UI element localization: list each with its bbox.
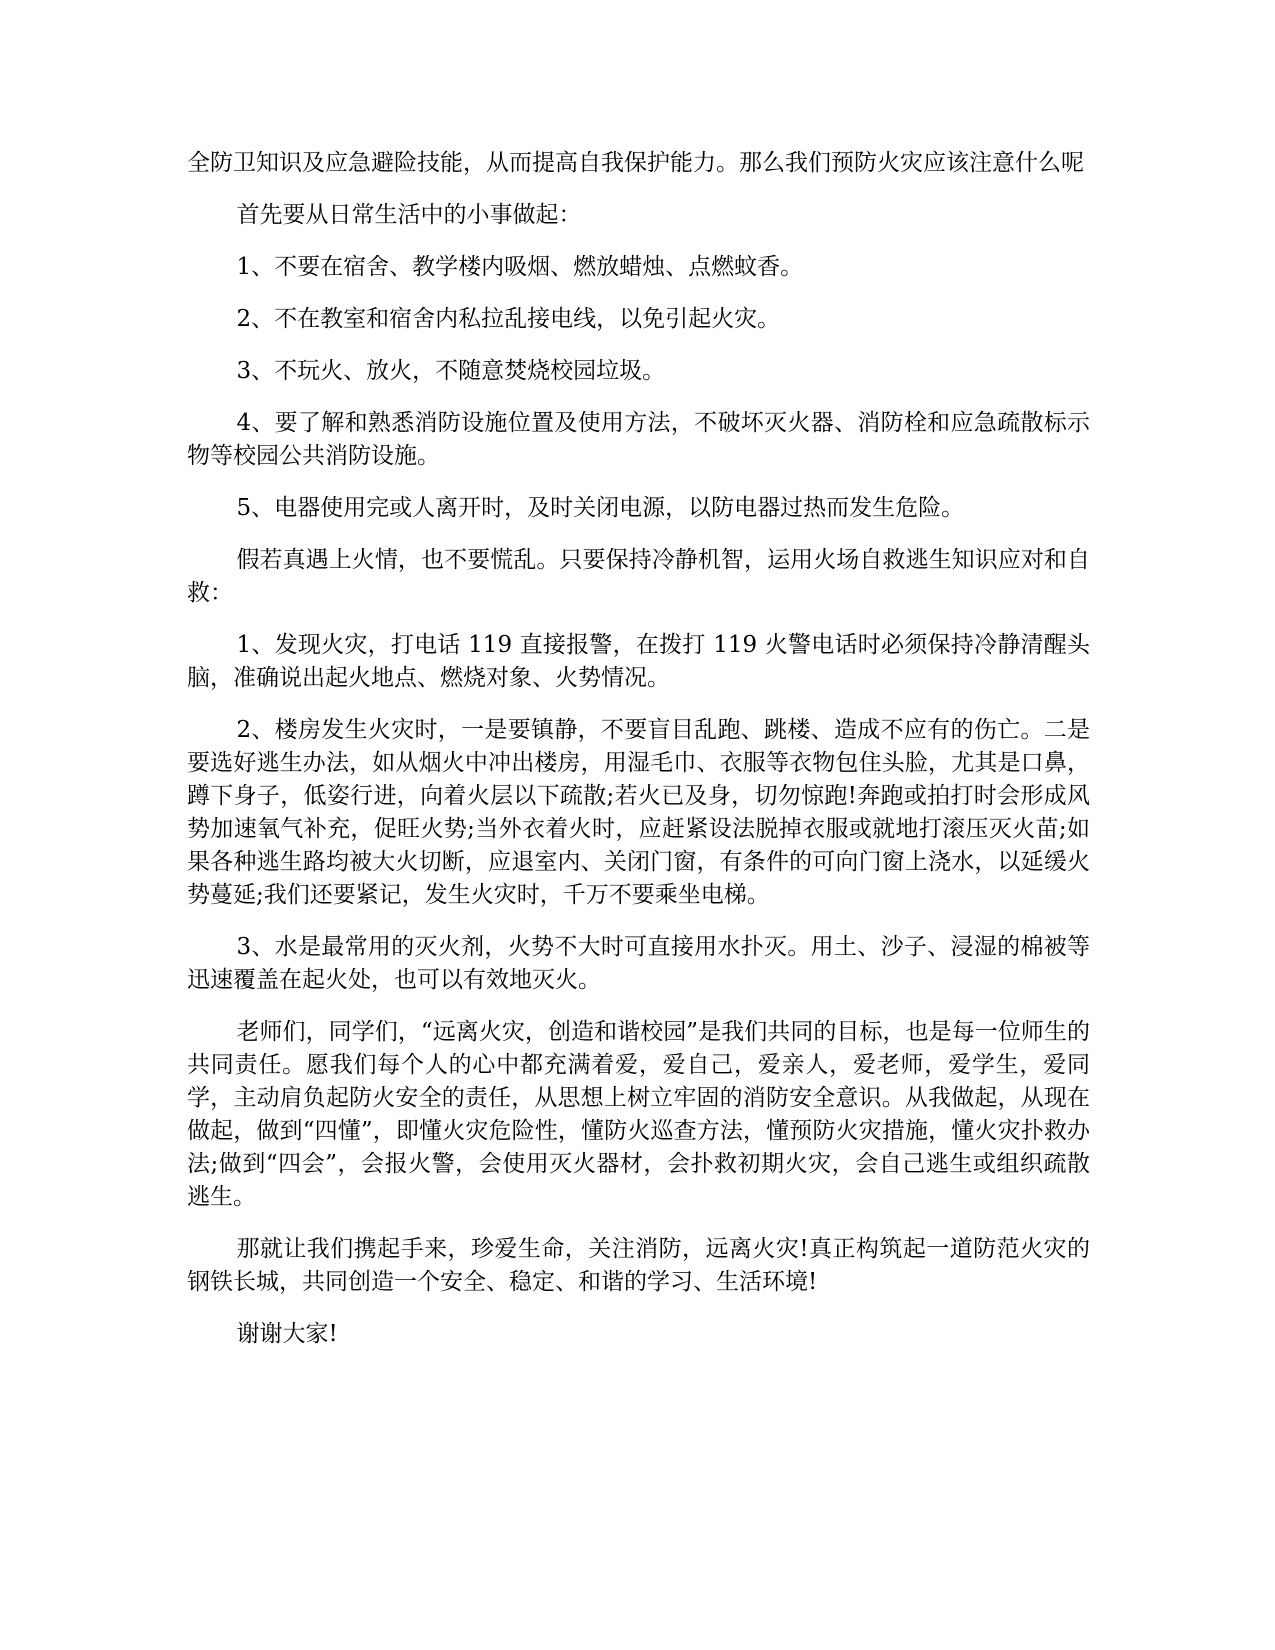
paragraph-thanks: 谢谢大家! [236,1321,338,1347]
list-item-no-wiring: 2、不在教室和宿舍内私拉乱接电线，以免引起火灾。 [236,306,781,332]
paragraph-call-to-action: 老师们，同学们，“远离火灾，创造和谐校园”是我们共同的目标，也是每一位师生的共同责任。愿我们每个人的心中都充满着爱，爱自己，爱亲人，爱老师，爱学生，爱同学，主动肩负起防火安全的责任，从思想上树立牢固的消防安全意识。从我做起，从现在做起，做到“四懂”，即懂火灾危险性，懂防火巡查方法，懂预防火灾措施，懂火灾扑救办法;做到“四会”，会报火警，会使用灭火器材，会扑救初期火灾，会自己逃生或组织疏散逃生。 [187,1019,1090,1210]
paragraph-intro-continuation: 全防卫知识及应急避险技能，从而提高自我保护能力。那么我们预防火灾应该注意什么呢 [187,150,1084,176]
paragraph-closing: 那就让我们携起手来，珍爱生命，关注消防，远离火灾!真正构筑起一道防范火灾的钢铁长城，共同创造一个安全、稳定、和谐的学习、生活环境! [187,1236,1090,1295]
paragraph-self-rescue-heading: 假若真遇上火情，也不要慌乱。只要保持冷静机智，运用火场自救逃生知识应对和自救： [187,547,1090,606]
list-item-call-119: 1、发现火灾，打电话 119 直接报警，在拨打 119 火警电话时必须保持冷静清醒头脑，准确说出起火地点、燃烧对象、火势情况。 [187,632,1090,691]
list-item-no-playing-fire: 3、不玩火、放火，不随意焚烧校园垃圾。 [236,358,666,384]
list-item-no-smoking: 1、不要在宿舍、教学楼内吸烟、燃放蜡烛、点燃蚊香。 [236,254,804,280]
paragraph-daily-life-heading: 首先要从日常生活中的小事做起： [236,202,582,228]
document-body [187,147,1090,1370]
list-item-power-off: 5、电器使用完或人离开时，及时关闭电源，以防电器过热而发生危险。 [236,495,965,521]
list-item-water-extinguish: 3、水是最常用的灭火剂，火势不大时可直接用水扑灭。用土、沙子、浸湿的棉被等迅速覆盖在起火处，也可以有效地灭火。 [187,934,1090,993]
list-item-building-fire: 2、楼房发生火灾时，一是要镇静，不要盲目乱跑、跳楼、造成不应有的伤亡。二是要选好逃生办法，如从烟火中冲出楼房，用湿毛巾、衣服等衣物包住头脸，尤其是口鼻，蹲下身子，低姿行进，向着火层以下疏散;若火已及身，切勿惊跑!奔跑或拍打时会形成风势加速氧气补充，促旺火势;当外衣着火时，应赶紧设法脱掉衣服或就地打滚压灭火苗;如果各种逃生路均被大火切断，应退室内、关闭门窗，有条件的可向门窗上浇水，以延缓火势蔓延;我们还要紧记，发生火灾时，千万不要乘坐电梯。 [187,717,1090,908]
list-item-fire-facilities: 4、要了解和熟悉消防设施位置及使用方法，不破坏灭火器、消防栓和应急疏散标示物等校园公共消防设施。 [187,410,1090,469]
